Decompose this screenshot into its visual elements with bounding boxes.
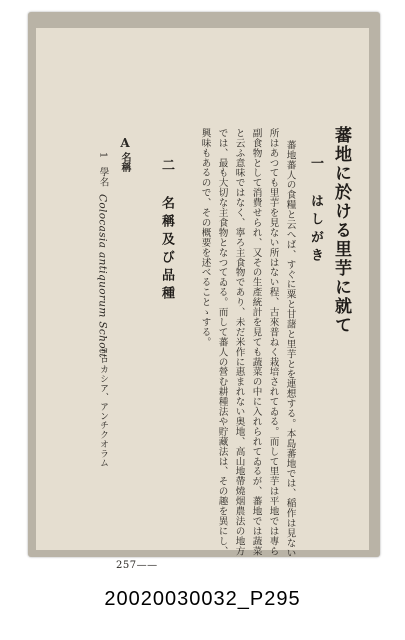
subsection-label: 名稱 bbox=[119, 152, 130, 172]
paragraph-line-1: 蕃地蕃人の食糧と云へば、すぐに粟と甘藷と里芋とを連想する。本島蕃地では、稲作は見ない bbox=[284, 140, 296, 558]
section-heading-names: 二 名稱及び品種 bbox=[159, 158, 174, 304]
paragraph-line-3: 副食物として消費せられ、又その生產統計を見ても蔬菜の中に入れられてゐるが、蕃地では蔬菜 bbox=[250, 128, 262, 556]
section-heading-introduction: 一 はしがき bbox=[308, 156, 323, 266]
item-label: 學名 bbox=[97, 167, 109, 187]
document-page bbox=[36, 28, 369, 571]
article-title: 蕃地に於ける里芋に就て bbox=[331, 126, 351, 335]
paragraph-line-4: と云ふ意味ではなく、寧ろ主食物であり、未だ米作に惠まれない奥地、高山地帶燒烟農法の地方 bbox=[233, 128, 245, 556]
common-names: コロカシア、アンチクオラム bbox=[98, 346, 108, 468]
page-number: 257—— bbox=[116, 560, 158, 571]
subsection-letter: A bbox=[118, 136, 132, 150]
paragraph-line-5: では、最も大切な主食物となつてゐる。而して蕃人の營む耕種法や貯藏法は、その趣を異にし、 bbox=[216, 128, 228, 556]
archive-caption: 20020030032_P295 bbox=[104, 588, 301, 610]
paragraph-line-6: 興味もあるので、その概要を述べることゝする。 bbox=[199, 128, 211, 347]
item-number: 1 bbox=[97, 152, 109, 159]
scientific-name: Colocasia antiquorum Schott bbox=[96, 194, 109, 359]
paragraph-line-2: 所はあつても里芋を見ない所はない程、古來普ねく栽培されてゐる。而して里芋は平地では專ら bbox=[267, 128, 279, 556]
